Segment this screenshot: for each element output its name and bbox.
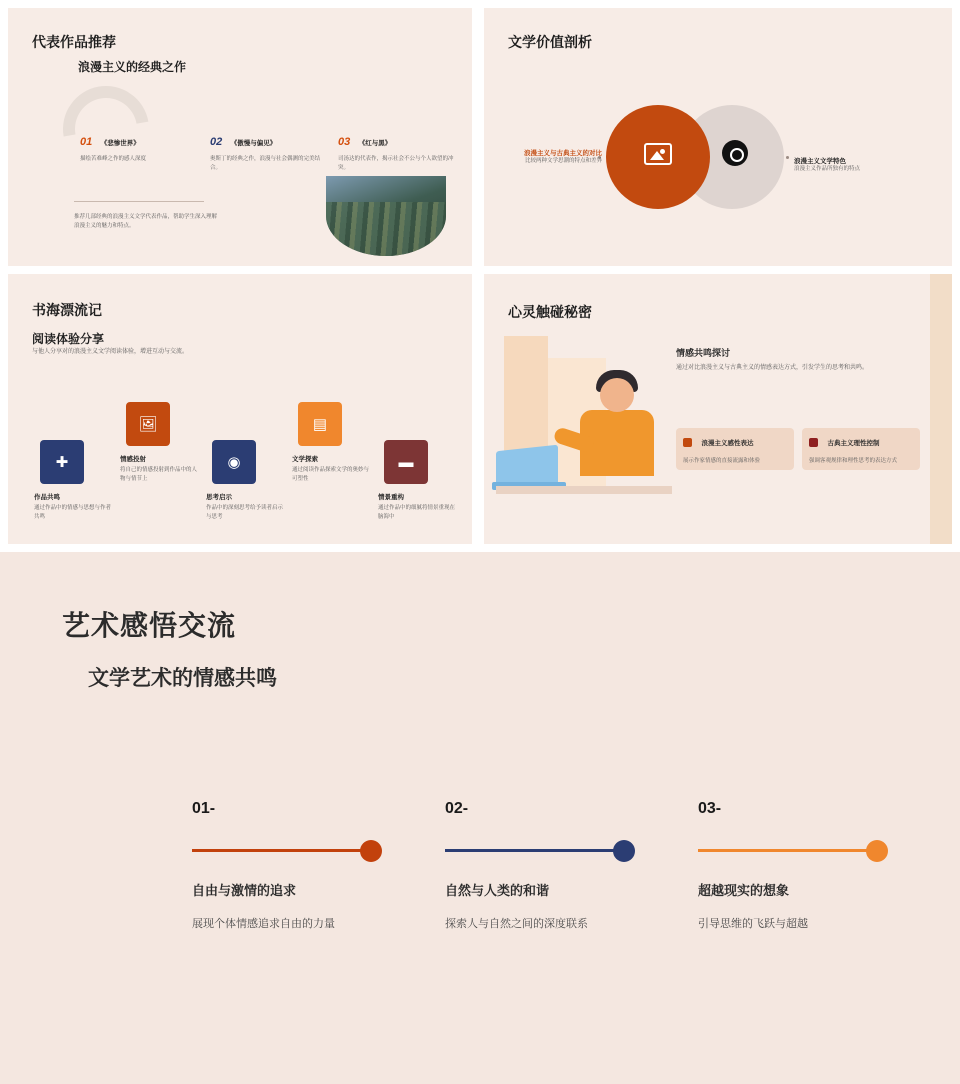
- share-item-desc: 将自己的情感投射到作品中的人物与情节上: [120, 467, 198, 482]
- timeline-number: 03-: [698, 800, 722, 817]
- timeline-item-2: [445, 800, 698, 931]
- slide4-desc: 通过对比浪漫主义与古典主义的情感表达方式，引发学生的思考和共鸣。: [676, 365, 869, 371]
- share-item-desc: 通过作品中的细腻将情景重现在脑海中: [378, 505, 456, 520]
- venn-label-right-title: 浪漫主义文学特色: [794, 158, 846, 165]
- timeline-item-1: [192, 800, 445, 931]
- chip-title: 浪漫主义感性表达: [701, 440, 754, 448]
- slide3-subdesc: 与他人分享对的浪漫主义文学阅读体验，增进互动与交流。: [32, 349, 189, 355]
- slide-art-exchange: [0, 552, 960, 1084]
- timeline-item-3: [698, 800, 951, 931]
- decorative-arc: [46, 69, 166, 189]
- work-number: 03: [338, 136, 351, 148]
- work-number: 02: [210, 136, 223, 148]
- arch-photo: [326, 176, 446, 256]
- work-desc: 司汤达的代表作，揭示社会不公与个人欲望的冲突。: [338, 156, 454, 171]
- slide2-title: 文学价值剖析: [508, 34, 592, 50]
- divider: [74, 201, 204, 202]
- venn-label-right: [794, 156, 914, 174]
- share-item-title: 情感投射: [120, 456, 146, 463]
- person-at-desk-illustration: [496, 336, 672, 522]
- work-desc: 奥斯丁的经典之作，浪漫与社会偶测的完美结合。: [210, 156, 321, 171]
- work-item-1: [80, 132, 200, 164]
- chat-icon: ▬: [384, 440, 428, 484]
- venn-label-left-desc: 比较两种文学思潮的特点和差异: [524, 158, 602, 164]
- chip-marker: [809, 438, 818, 447]
- cross-icon: ✚: [40, 440, 84, 484]
- share-item-2: [120, 454, 198, 483]
- comparison-chip-romantic: [676, 428, 794, 470]
- image-icon: [644, 143, 672, 165]
- timeline-desc: 引导思维的飞跃与超越: [698, 918, 808, 930]
- slide1-footer-note: 推荐几部经典的浪漫主义文学代表作品，帮助学生深入理解浪漫主义的魅力和特点。: [74, 214, 218, 229]
- share-item-3: [206, 492, 284, 521]
- work-number: 01: [80, 136, 93, 148]
- slide3-title: 书海漂流记: [32, 302, 102, 318]
- share-item-desc: 通过作品中的情感与思想与作者共鸣: [34, 505, 112, 520]
- connector-dot: [786, 156, 789, 159]
- side-band: [930, 274, 952, 544]
- timeline-number: 01-: [192, 800, 216, 817]
- share-item-title: 情景重构: [378, 494, 404, 501]
- share-item-4: [292, 454, 370, 483]
- timeline-title: 超越现实的想象: [698, 883, 790, 898]
- share-item-1: [34, 492, 112, 521]
- camera-icon: [722, 140, 748, 166]
- work-book-title: 《红与黑》: [358, 140, 392, 147]
- chip-marker: [683, 438, 692, 447]
- timeline-number: 02-: [445, 800, 469, 817]
- book-icon: ▤: [298, 402, 342, 446]
- work-item-2: [210, 132, 330, 172]
- timeline-bar: [698, 840, 951, 862]
- share-item-title: 作品共鸣: [34, 494, 60, 501]
- venn-label-left-title: 浪漫主义与古典主义的对比: [524, 150, 602, 157]
- slide5-title: 艺术感悟交流: [62, 610, 237, 641]
- chip-desc: 强调客观规律和理性思考的表达方式: [809, 458, 898, 464]
- timeline-desc: 探索人与自然之间的深度联系: [445, 918, 588, 930]
- slide4-title: 心灵触碰秘密: [508, 304, 592, 320]
- work-book-title: 《悲惨世界》: [100, 140, 140, 147]
- image-icon: 🖼: [126, 402, 170, 446]
- target-icon: ◉: [212, 440, 256, 484]
- slide-reading-sharing: [8, 274, 472, 544]
- share-item-title: 文学探索: [292, 456, 318, 463]
- slide3-subtitle: 阅读体验分享: [32, 332, 105, 346]
- share-item-desc: 作品中的深刻思考给予读者启示与思考: [206, 505, 284, 520]
- timeline-title: 自由与激情的追求: [192, 883, 297, 898]
- comparison-chip-classical: [802, 428, 920, 470]
- timeline-title: 自然与人类的和谐: [445, 883, 550, 898]
- timeline-bar: [192, 840, 445, 862]
- slide5-subtitle: 文学艺术的情感共鸣: [88, 667, 277, 690]
- venn-label-left: [498, 148, 602, 166]
- share-item-5: [378, 492, 456, 521]
- slide1-title: 代表作品推荐: [32, 34, 116, 50]
- slide4-heading: 情感共鸣探讨: [676, 348, 731, 358]
- slide-emotional-resonance: [484, 274, 952, 544]
- work-desc: 描绘苦难峰之作的感人深度: [80, 156, 147, 162]
- timeline-desc: 展现个体情感追求自由的力量: [192, 918, 335, 930]
- chip-desc: 展示作家情感的直接流露和体验: [683, 458, 761, 464]
- work-item-3: [338, 132, 458, 172]
- slide1-subtitle: 浪漫主义的经典之作: [78, 60, 187, 74]
- work-book-title: 《傲慢与偏见》: [230, 140, 277, 147]
- timeline-bar: [445, 840, 698, 862]
- share-item-desc: 通过阅读作品探索文学的奥妙与可塑性: [292, 467, 370, 482]
- slide-representative-works: [8, 8, 472, 266]
- share-item-title: 思考启示: [206, 494, 232, 501]
- slide-literary-value: [484, 8, 952, 266]
- chip-title: 古典主义理性控制: [827, 440, 880, 448]
- venn-label-right-desc: 浪漫主义作品所独有的特点: [794, 166, 861, 172]
